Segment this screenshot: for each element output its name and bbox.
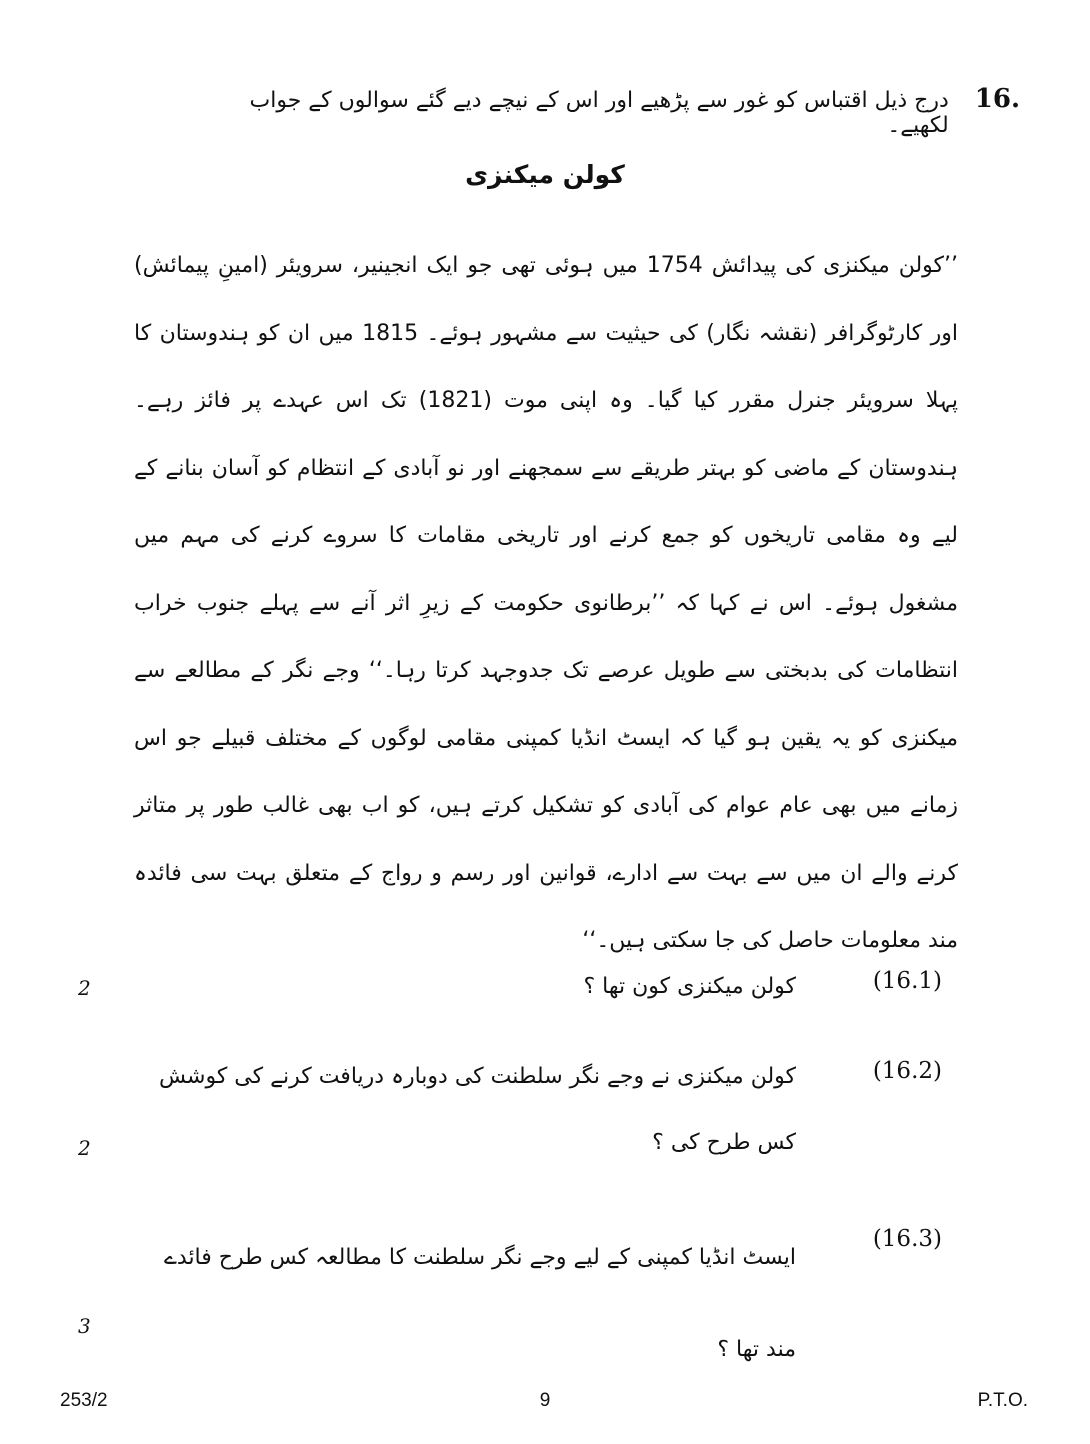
marks-label: 2 xyxy=(78,976,91,1000)
subquestion-number: (16.2) xyxy=(872,1058,942,1084)
question-number: 16. xyxy=(974,84,1020,114)
passage xyxy=(134,232,958,975)
question-header xyxy=(190,84,1020,138)
subquestion-text: کولن میکنزی کون تھا ؟ xyxy=(583,974,796,999)
question-instruction: درج ذیل اقتباس کو غور سے پڑھیے اور اس کے نیچے دیے گئے سوالوں کے جواب لکھیے۔ xyxy=(249,88,949,138)
page-number: 9 xyxy=(539,1390,551,1411)
subquestion-number: (16.3) xyxy=(872,1226,942,1252)
passage-text: ’’کولن میکنزی کی پیدائش 1754 میں ہوئی تھی جو ایک انجینیر، سرویئر (امینِ پیمائش) اور کارٹوگرافر (نقشہ نگار) کی حیثیت سے مشہور ہوئے۔ 1815 میں ان کو ہندوستان کا پہلا سرویئر جنرل مقرر کیا گیا۔ وہ اپنی موت (1821) تک اس عہدے پر فائز رہے۔ ہندوستان کے ماضی کو بہتر طریقے سے سمجھنے اور نو آبادی کے انتظام کو آسان بنانے کے لیے وہ مقامی تاریخوں کو جمع کرنے اور تاریخی مقامات کا سروے کرنے کی مہم میں مشغول ہوئے۔ اس نے کہا کہ ’’برطانوی حکومت کے زیرِ اثر آنے سے پہلے جنوب خراب انتظامات کی بدبختی سے طویل عرصے تک جدوجہد کرتا رہا۔‘‘ وجے نگر کے مطالعے سے میکنزی کو یہ یقین ہو گیا کہ ایسٹ انڈیا کمپنی مقامی لوگوں کے مختلف قبیلے جو اس زمانے میں بھی عام عوام کی آبادی کو تشکیل کرتے ہیں، کو اب بھی غالب طور پر متاثر کرنے والے ان میں سے بہت سے ادارے، قوانین اور رسم و رواج کے متعلق بہت سی فائدہ مند معلومات حاصل کی جا سکتی ہیں۔‘‘ xyxy=(134,253,958,953)
marks-label: 2 xyxy=(78,1136,91,1160)
pto-label: P.T.O. xyxy=(977,1390,1028,1411)
subquestion-16-2 xyxy=(60,1058,946,1160)
subquestion-text: ایسٹ انڈیا کمپنی کے لیے وجے نگر سلطنت کا مطالعہ کس طرح فائدے مند تھا ؟ xyxy=(164,1245,796,1362)
subquestion-16-1 xyxy=(60,968,946,1008)
subquestion-number: (16.1) xyxy=(872,968,942,994)
marks-label: 3 xyxy=(78,1314,91,1338)
subquestion-16-3 xyxy=(60,1226,946,1362)
passage-title: کولن میکنزی xyxy=(465,160,625,189)
paper-code: 253/2 xyxy=(60,1390,108,1411)
subquestion-text: کولن میکنزی نے وجے نگر سلطنت کی دوبارہ دریافت کرنے کی کوشش کس طرح کی ؟ xyxy=(158,1064,796,1155)
